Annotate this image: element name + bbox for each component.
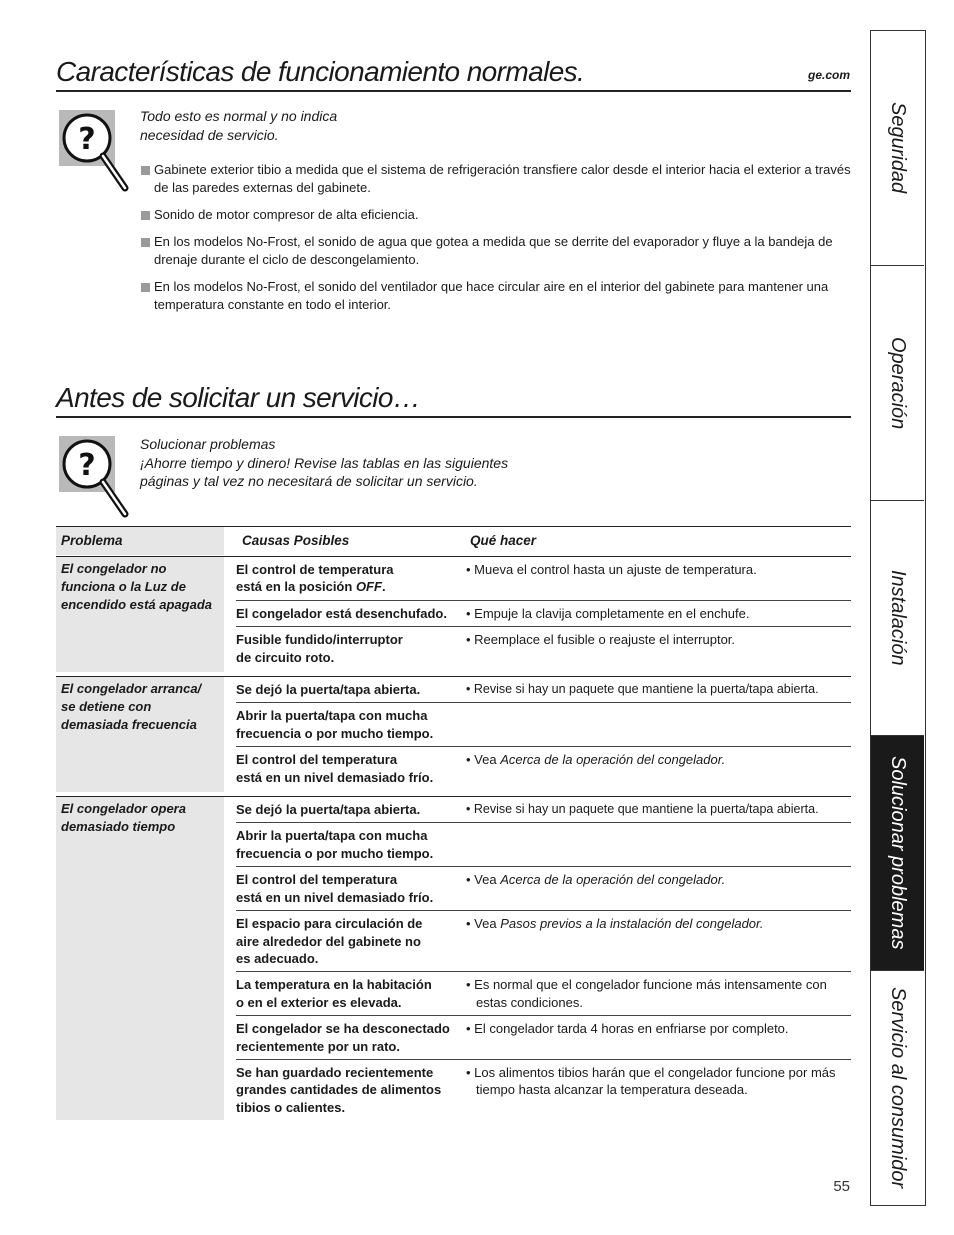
normal-list: [140, 161, 852, 323]
list-item: Gabinete exterior tibio a medida que el sistema de refrigeración transfiere calor desde el interior hacia el exterior a través de las paredes externas del gabinete.: [140, 161, 852, 197]
table-row: [236, 1016, 851, 1060]
action-cell: [466, 707, 851, 742]
table-row: [236, 911, 851, 972]
action-cell: • Vea Acerca de la operación del congelador.: [466, 752, 726, 768]
col-header-problem: Problema: [61, 533, 123, 548]
cause-cell: Fusible fundido/interruptor de circuito roto.: [236, 632, 403, 665]
cause-cell: El espacio para circulación de aire alrededor del gabinete no es adecuado.: [236, 916, 423, 966]
question-mark-icon: [59, 110, 129, 194]
table-row: [236, 747, 851, 796]
table-row: [236, 627, 851, 676]
tab-instalacion[interactable]: Instalación: [871, 501, 924, 736]
action-cell: • Es normal que el congelador funcione más intensamente con estas condiciones.: [466, 977, 827, 1010]
table-header: [56, 526, 851, 557]
action-cell: • Revise si hay un paquete que mantiene la puerta/tapa abierta.: [466, 802, 819, 817]
action-cell: • Revise si hay un paquete que mantiene la puerta/tapa abierta.: [466, 682, 819, 697]
cause-cell: El congelador está desenchufado.: [236, 605, 447, 621]
action-cell: • Vea Acerca de la operación del congelador.: [466, 872, 726, 888]
col-header-causes: Causas Posibles: [242, 533, 350, 548]
action-cell: • El congelador tarda 4 horas en enfriarse por completo.: [466, 1021, 789, 1037]
section-title-service: Antes de solicitar un servicio…: [56, 382, 421, 413]
table-row: [236, 677, 851, 703]
section-title-normal: Características de funcionamiento normales.: [56, 56, 585, 87]
cause-cell: El control del temperatura está en un nivel demasiado frío.: [236, 752, 434, 785]
cause-cell: Se han guardado recientemente grandes cantidades de alimentos tibios o calientes.: [236, 1064, 442, 1115]
table-row: [236, 797, 851, 823]
cause-cell: El control de temperatura está en la posición OFF.: [236, 562, 394, 595]
table-row: [236, 557, 851, 601]
cause-cell: La temperatura en la habitación o en el exterior es elevada.: [236, 977, 432, 1010]
cause-cell: Se dejó la puerta/tapa abierta.: [236, 682, 421, 698]
cause-cell: El congelador se ha desconectado recientemente por un rato.: [236, 1021, 450, 1054]
action-cell: • Vea Pasos previos a la instalación del congelador.: [466, 916, 764, 932]
cause-cell: Abrir la puerta/tapa con mucha frecuencia o por mucho tiempo.: [236, 708, 434, 741]
table-row: [236, 823, 851, 867]
question-mark-icon: [59, 436, 129, 520]
tab-seguridad[interactable]: Seguridad: [871, 31, 924, 266]
page-number: 55: [833, 1178, 850, 1195]
action-cell: • Mueva el control hasta un ajuste de temperatura.: [466, 562, 757, 577]
tab-solucionar-problemas[interactable]: Solucionar problemas: [871, 736, 924, 971]
title-rule: [56, 416, 851, 418]
cause-cell: El control del temperatura está en un nivel demasiado frío.: [236, 872, 434, 905]
problem-group: [56, 557, 851, 677]
section-tabs: [870, 30, 926, 1206]
table-row: [236, 867, 851, 911]
table-row: [236, 703, 851, 747]
list-item: En los modelos No-Frost, el sonido del ventilador que hace circular aire en el interior del gabinete para mantener una temperatura constante en todo el interior.: [140, 278, 852, 314]
action-cell: • Los alimentos tibios harán que el congelador funcione por más tiempo hasta alcanzar la temperatura deseada.: [466, 1064, 836, 1098]
problem-cell: El congelador arranca/ se detiene con demasiada frecuencia: [56, 677, 224, 792]
svg-text:?: ?: [78, 448, 96, 483]
problem-cell: El congelador no funciona o la Luz de encendido está apagada: [56, 557, 224, 672]
table-row: [236, 1060, 851, 1120]
website-label: ge.com: [807, 68, 850, 82]
action-cell: [466, 827, 851, 862]
normal-intro: Todo esto es normal y no indica necesidad de servicio.: [140, 108, 338, 143]
list-item: Sonido de motor compresor de alta eficiencia.: [140, 206, 852, 224]
service-intro: Solucionar problemas ¡Ahorre tiempo y dinero! Revise las tablas en las siguientes páginas y tal vez no necesitará de solicitar un servicio.: [140, 436, 509, 489]
svg-text:?: ?: [78, 122, 96, 157]
tab-servicio-al-consumidor[interactable]: Servicio al consumidor: [887, 986, 909, 1189]
action-cell: • Empuje la clavija completamente en el enchufe.: [466, 605, 750, 621]
problem-cell: El congelador opera demasiado tiempo: [56, 797, 224, 1120]
list-item: En los modelos No-Frost, el sonido de agua que gotea a medida que se derrite del evaporador y fluye a la bandeja de drenaje durante el ciclo de descongelamiento.: [140, 233, 852, 269]
problem-group: [56, 797, 851, 1120]
troubleshooting-table: [56, 526, 851, 1120]
problem-group: [56, 677, 851, 797]
tab-operacion[interactable]: Operación: [871, 266, 924, 501]
col-header-action: Qué hacer: [470, 533, 537, 548]
table-row: [236, 601, 851, 627]
action-cell: • Reemplace el fusible o reajuste el interruptor.: [466, 632, 736, 648]
title-rule: [56, 90, 851, 92]
table-row: [236, 972, 851, 1016]
cause-cell: Se dejó la puerta/tapa abierta.: [236, 802, 421, 818]
cause-cell: Abrir la puerta/tapa con mucha frecuencia o por mucho tiempo.: [236, 828, 434, 861]
